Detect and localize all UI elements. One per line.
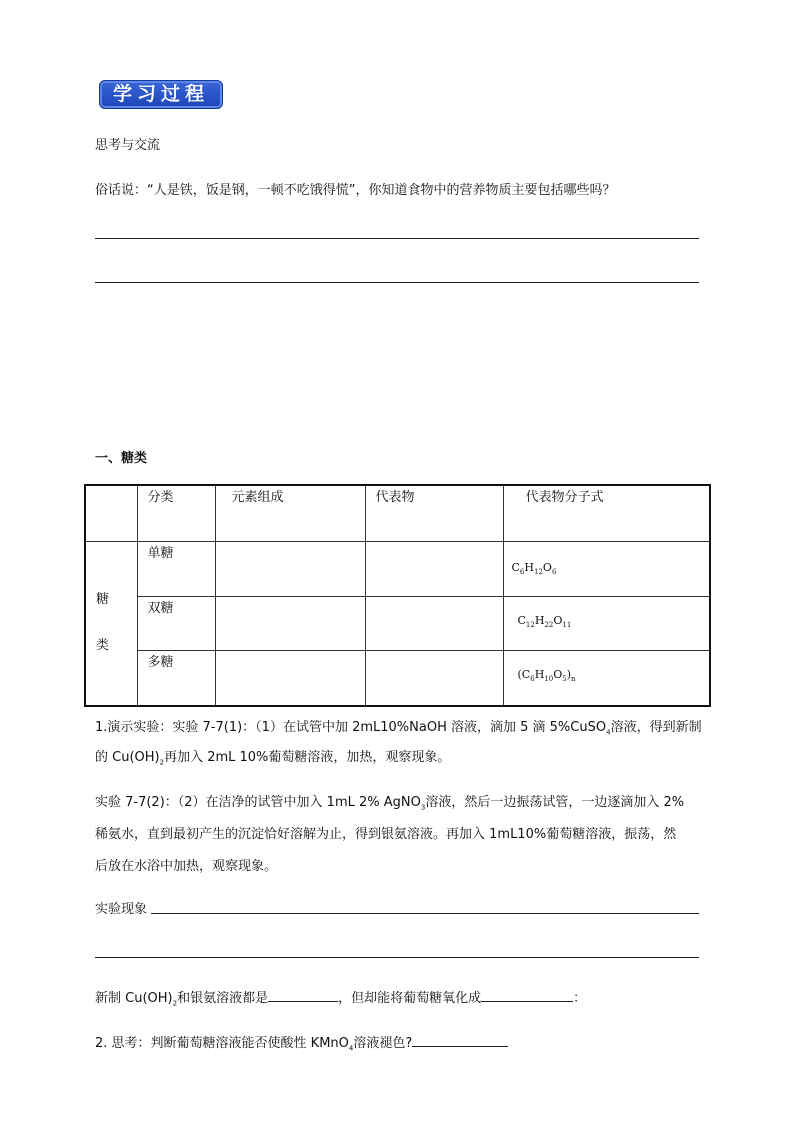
experiment-2-line-3: 后放在水浴中加热，观察现象。: [95, 859, 278, 874]
think-heading: 思考与交流: [95, 138, 161, 153]
sub-4: 4: [348, 1044, 354, 1053]
representative-cell: [365, 541, 503, 596]
q-new-text-c: ，但却能将葡萄糖氧化成: [338, 991, 482, 1006]
question-2: [95, 1032, 508, 1053]
header-elements: 元素组成: [215, 485, 365, 541]
formula-disaccharide: $C_{12}H_{22}O_{11}$: [517, 613, 572, 629]
table-row: [85, 596, 710, 650]
exp1-text-a: 1.演示实验：实验 7-7(1)：（1）在试管中加 2mL10%NaOH 溶液，滴加 5 滴 5%CuSO: [95, 720, 607, 735]
formula-cell-polysaccharide: [503, 650, 710, 706]
table-row: [85, 541, 710, 596]
sub-3: 3: [420, 803, 426, 812]
formula-cell-disaccharide: [503, 596, 710, 650]
table-header-row: [85, 485, 710, 541]
blank-oxidant-type[interactable]: [268, 987, 338, 1002]
blank-oxidation-product[interactable]: [481, 987, 573, 1002]
question-oxidant: [95, 987, 586, 1008]
representative-cell: [365, 650, 503, 706]
header-category: 分类: [137, 485, 215, 541]
sub-4: 4: [606, 728, 611, 737]
q-new-text-d: ：: [573, 991, 587, 1006]
exp1-text-d: 再加入 2mL 10%葡萄糖溶液，加热，观察现象。: [164, 750, 451, 765]
exp2-text-a: 实验 7-7(2)：（2）在洁净的试管中加入 1mL 2% AgNO: [95, 795, 421, 810]
row-group-label: [85, 541, 137, 706]
header-representative: 代表物: [365, 485, 503, 541]
q2-text-a: 2. 思考：判断葡萄糖溶液能否使酸性 KMnO: [95, 1036, 349, 1051]
phenomenon-answer-line-2[interactable]: [95, 957, 699, 958]
phenomenon-label: 实验现象: [95, 902, 148, 917]
formula-polysaccharide: $(C_6H_{10}O_5)_n$: [517, 667, 576, 683]
sugar-table: [84, 484, 711, 707]
phenomenon-answer-line-1[interactable]: [151, 913, 699, 914]
experiment-1-line-1: [95, 716, 702, 737]
sub-2: 2: [172, 999, 178, 1008]
category-cell: 单糖: [137, 541, 215, 596]
answer-line-1: [95, 238, 699, 239]
elements-cell: [215, 596, 365, 650]
header-formula: 代表物分子式: [503, 485, 710, 541]
exp1-text-b: 溶液，得到新制: [610, 720, 702, 735]
elements-cell: [215, 650, 365, 706]
answer-line-2: [95, 282, 699, 283]
exp1-text-c: 的 Cu(OH): [95, 750, 160, 765]
q2-text-b: 溶液褪色?: [353, 1036, 413, 1051]
elements-cell: [215, 541, 365, 596]
category-cell: 双糖: [137, 596, 215, 650]
q-new-text-a: 新制 Cu(OH): [95, 991, 173, 1006]
section-title-sugars: 一、糖类: [95, 451, 148, 466]
sub-2: 2: [159, 758, 165, 767]
q-new-text-b: 和银氨溶液都是: [177, 991, 269, 1006]
category-cell: 多糖: [137, 650, 215, 706]
table-corner-cell: [85, 485, 137, 541]
exp2-text-b: 溶液，然后一边振荡试管，一边逐滴加入 2%: [425, 795, 685, 810]
section-badge: 学习过程: [99, 80, 223, 109]
formula-cell-glucose: [503, 541, 710, 596]
blank-kmno4-answer[interactable]: [412, 1032, 508, 1047]
formula-glucose: $C_6H_{12}O_6$: [511, 560, 557, 576]
table-row: [85, 650, 710, 706]
row-group-char-1: 糖: [96, 592, 110, 608]
row-group-char-2: 类: [96, 638, 110, 654]
proverb-question: 俗话说：“人是铁，饭是钢，一顿不吃饿得慌”，你知道食物中的营养物质主要包括哪些吗？: [95, 183, 616, 198]
experiment-1-line-2: [95, 746, 450, 767]
representative-cell: [365, 596, 503, 650]
experiment-2-line-2: 稀氨水，直到最初产生的沉淀恰好溶解为止，得到银氨溶液。再加入 1mL10%葡萄糖溶液，振荡，然: [95, 827, 677, 842]
experiment-2-line-1: [95, 791, 684, 812]
